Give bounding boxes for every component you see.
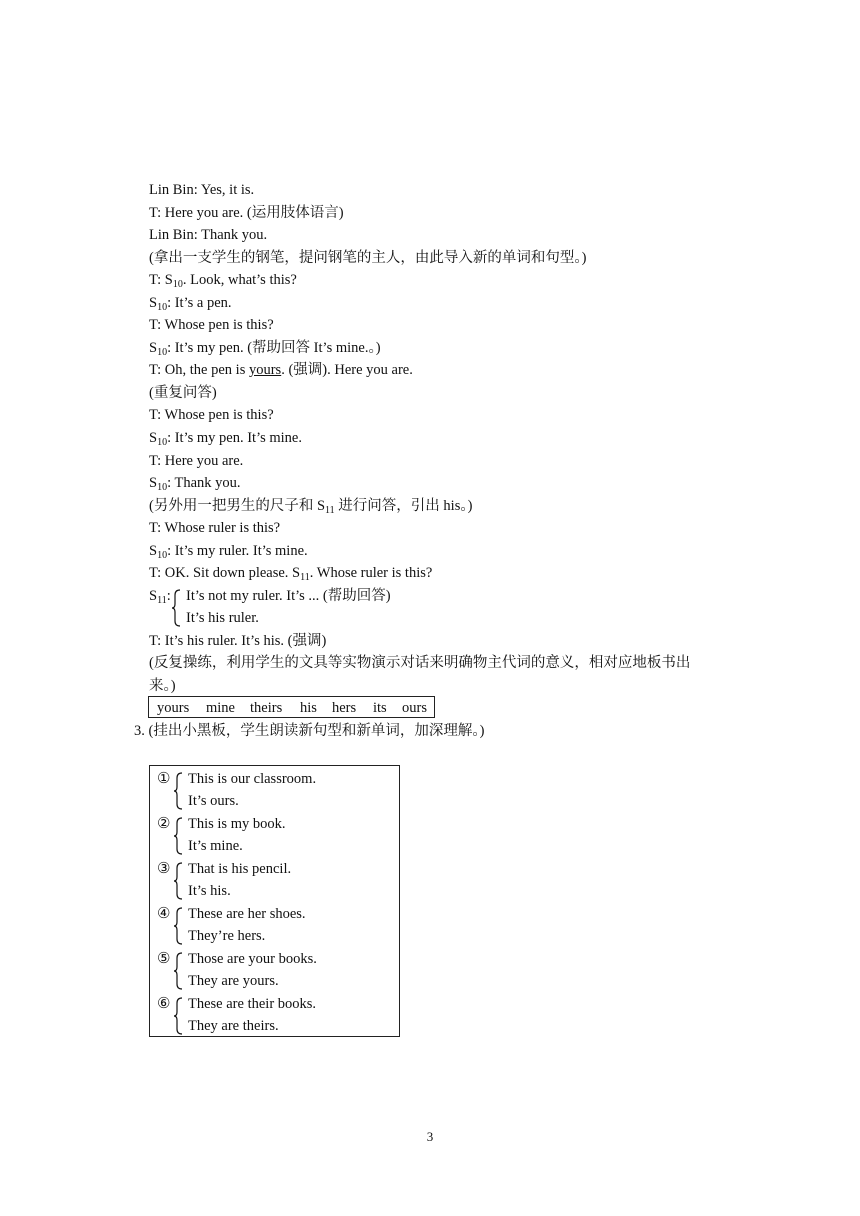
circled-number: ④ [157, 906, 171, 922]
dialogue-line: Lin Bin: Thank you. [149, 227, 268, 243]
dialogue-line: T: OK. Sit down please. $S_{11}$. Whose ruler is this? [149, 565, 433, 583]
dialogue-line: T: Here you are. [149, 453, 244, 469]
brace-icon [174, 772, 184, 810]
board-answer: They are theirs. [188, 1018, 279, 1034]
dialogue-line: It’s not my ruler. It’s ... (帮助回答) [186, 588, 391, 604]
dialogue-line: $S_{10}$: Thank you. [149, 475, 241, 493]
board-sentence: That is his pencil. [188, 861, 292, 877]
board-sentence: Those are your books. [188, 951, 317, 967]
brace-icon [174, 997, 184, 1035]
dialogue-line: Lin Bin: Yes, it is. [149, 182, 255, 198]
board-sentence: These are her shoes. [188, 906, 306, 922]
dialogue-line: T: Here you are. (运用肢体语言) [149, 205, 344, 221]
board-item [150, 857, 400, 902]
dialogue-line: $S_{10}$: It’s a pen. [149, 295, 232, 313]
board-sentence: These are their books. [188, 996, 317, 1012]
pronoun-word: hers [332, 700, 357, 716]
board-item [150, 992, 400, 1037]
dialogue-line: T: Oh, the pen is yours. (强调). Here you are. [149, 362, 413, 378]
brace-icon [174, 817, 184, 855]
brace-icon [174, 907, 184, 945]
board-item [150, 902, 400, 947]
board-item [150, 812, 400, 857]
dialogue-line: It’s his ruler. [186, 610, 259, 626]
dialogue-line: $S_{10}$: It’s my ruler. It’s mine. [149, 543, 308, 561]
dialogue-line: $S_{10}$: It’s my pen. It’s mine. [149, 430, 302, 448]
pronoun-word: its [373, 700, 387, 716]
brace-icon [172, 589, 182, 627]
instruction-line: (重复问答) [149, 385, 217, 401]
pronoun-word: theirs [250, 700, 283, 716]
board-answer: It’s ours. [188, 793, 239, 809]
dialogue-line: T: Whose ruler is this? [149, 520, 281, 536]
pronoun-box [148, 696, 435, 718]
instruction-line: 来。) [149, 678, 176, 694]
board-answer: They’re hers. [188, 928, 266, 944]
brace-icon [174, 862, 184, 900]
board-sentence: This is my book. [188, 816, 286, 832]
brace-icon [174, 952, 184, 990]
dialogue-line: T: $S_{10}$. Look, what’s this? [149, 272, 297, 290]
step-heading: 3. (挂出小黑板，学生朗读新句型和新单词，加深理解。) [134, 723, 485, 739]
circled-number: ⑤ [157, 951, 171, 967]
dialogue-line: T: It’s his ruler. It’s his. (强调) [149, 633, 327, 649]
board-sentence: This is our classroom. [188, 771, 317, 787]
board-answer: It’s his. [188, 883, 231, 899]
pronoun-word: mine [206, 700, 235, 716]
board-answer: It’s mine. [188, 838, 243, 854]
instruction-line: (另外用一把男生的尺子和 $S_{11}$ 进行问答，引出 his。) [149, 498, 473, 516]
circled-number: ② [157, 816, 171, 832]
dialogue-line: T: Whose pen is this? [149, 407, 274, 423]
circled-number: ③ [157, 861, 171, 877]
dialogue-line: $S_{10}$: It’s my pen. (帮助回答 It’s mine.。) [149, 340, 381, 358]
circled-number: ① [157, 771, 171, 787]
dialogue-speaker: $S_{11}$: [149, 588, 171, 606]
pronoun-word: ours [402, 700, 427, 716]
instruction-line: (拿出一支学生的钢笔，提问钢笔的主人，由此导入新的单词和句型。) [149, 250, 587, 266]
board-item [150, 947, 400, 992]
instruction-line: (反复操练，利用学生的文具等实物演示对话来明确物主代词的意义，相对应地板书出 [149, 655, 691, 671]
pronoun-word: yours [157, 700, 190, 716]
pronoun-word: his [300, 700, 317, 716]
dialogue-line: T: Whose pen is this? [149, 317, 274, 333]
blackboard-box [149, 765, 400, 1037]
circled-number: ⑥ [157, 996, 171, 1012]
page-number: 3 [426, 1129, 434, 1144]
board-answer: They are yours. [188, 973, 279, 989]
board-item [150, 767, 400, 812]
